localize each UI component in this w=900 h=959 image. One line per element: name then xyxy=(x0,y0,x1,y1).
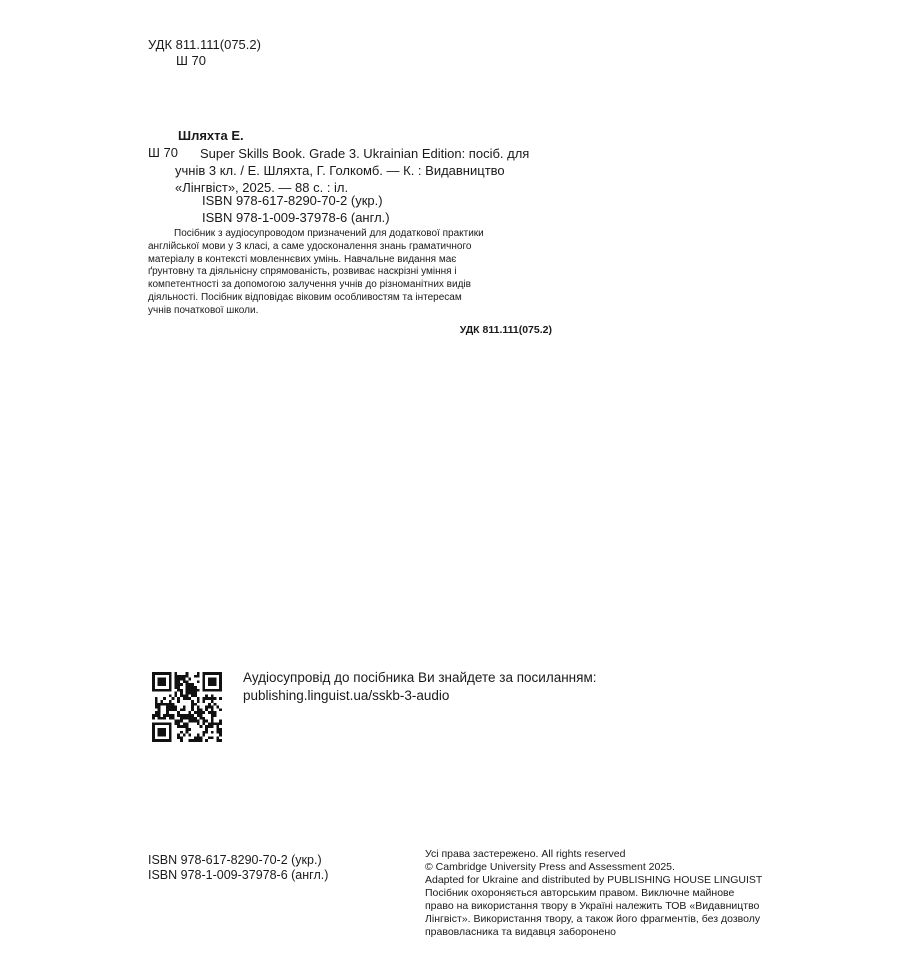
rights-line: Adapted for Ukraine and distributed by PUBLISHING HOUSE LINGUIST xyxy=(425,874,763,886)
qr-code-icon[interactable] xyxy=(152,672,222,742)
top-udk: УДК 811.111(075.2) xyxy=(148,37,261,52)
rights-line: Усі права застережено. All rights reserved xyxy=(425,848,626,860)
footer-isbn xyxy=(148,853,328,883)
audio-link[interactable]: publishing.linguist.ua/sskb-3-audio xyxy=(243,688,450,703)
record-title xyxy=(175,145,552,196)
copyright-block xyxy=(425,848,797,939)
record-title-line: «Лінгвіст», 2025. — 88 с. : іл. xyxy=(175,180,349,195)
footer-isbn-eng: ISBN 978-1-009-37978-6 (англ.) xyxy=(148,868,329,882)
record-udk: УДК 811.111(075.2) xyxy=(459,324,552,336)
record-title-line: учнів 3 кл. / Е. Шляхта, Г. Голкомб. — К. : Видавництво xyxy=(175,163,505,178)
record-isbn-ukr: ISBN 978-617-8290-70-2 (укр.) xyxy=(202,193,383,208)
rights-line: правовласника та видавця заборонено xyxy=(425,926,616,938)
annotation-line: учнів початкової школи. xyxy=(148,304,259,316)
top-shelf-code: Ш 70 xyxy=(176,53,206,68)
audio-caption: Аудіосупровід до посібника Ви знайдете за посиланням: xyxy=(243,670,597,685)
rights-line: © Cambridge University Press and Assessment 2025. xyxy=(425,861,675,873)
record-isbn xyxy=(202,193,390,226)
rights-line: право на використання твору в Україні належить ТОВ «Видавництво xyxy=(425,900,760,912)
top-index-block xyxy=(148,37,261,69)
annotation-line: ґрунтовну та діяльнісну спрямованість, розвиває наскрізні уміння і xyxy=(148,266,457,278)
record-title-line: Super Skills Book. Grade 3. Ukrainian Edition: посіб. для xyxy=(200,146,530,161)
record-isbn-eng: ISBN 978-1-009-37978-6 (англ.) xyxy=(202,209,390,225)
annotation-line: матеріалу в контексті мовленнєвих умінь. Навчальне видання має xyxy=(148,253,457,265)
record-annotation xyxy=(148,228,552,318)
annotation-line: компетентності за допомогою залучення учнів до різноманітних видів xyxy=(148,279,471,291)
annotation-line: англійської мови у 3 класі, а саме удосконалення знань граматичного xyxy=(148,240,472,252)
annotation-line: діяльності. Посібник відповідає віковим особливостям та інтересам xyxy=(148,291,462,303)
annotation-line: Посібник з аудіосупроводом призначений для додаткової практики xyxy=(174,228,484,239)
audio-block xyxy=(243,669,596,705)
rights-line: Посібник охороняється авторським правом. Виключне майнове xyxy=(425,887,735,899)
record-author: Шляхта Е. xyxy=(178,128,244,143)
rights-line: Лінгвіст». Використання твору, а також його фрагментів, без дозволу xyxy=(425,913,761,925)
record-shelf-code: Ш 70 xyxy=(148,145,178,160)
footer-isbn-ukr: ISBN 978-617-8290-70-2 (укр.) xyxy=(148,853,322,867)
